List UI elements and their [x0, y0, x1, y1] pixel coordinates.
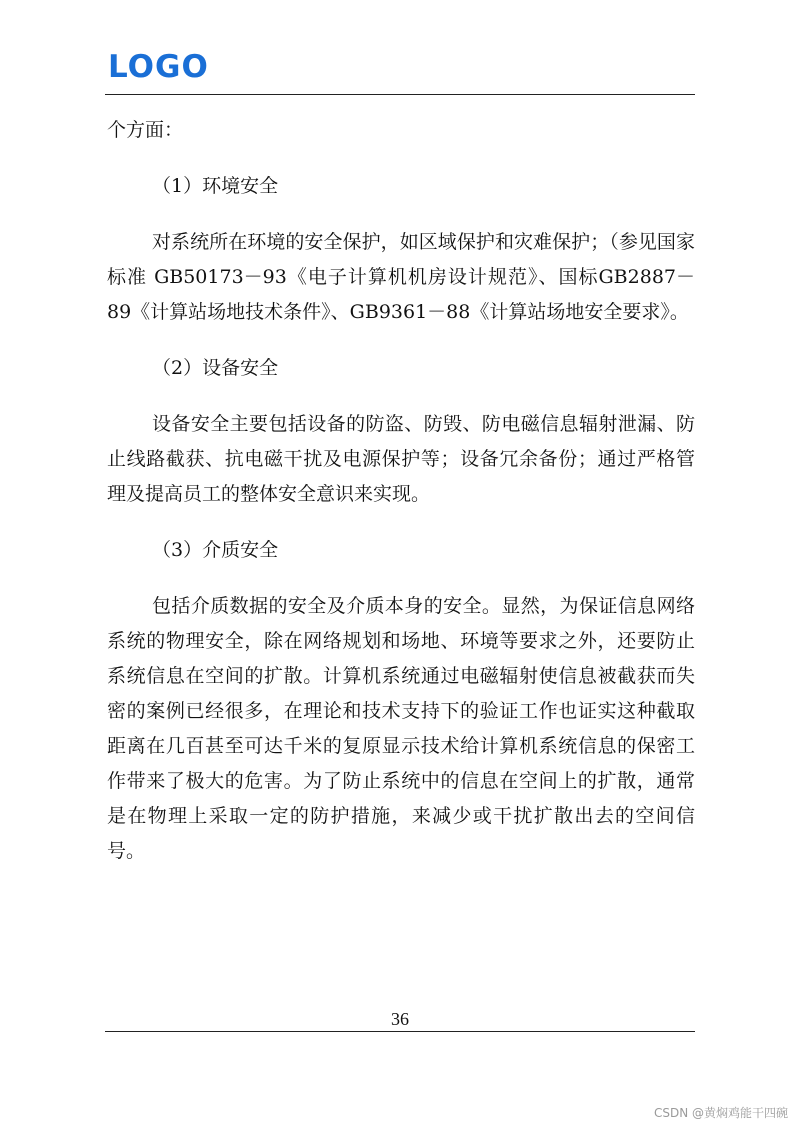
watermark: CSDN @黄焖鸡能干四碗	[653, 1106, 788, 1120]
section-heading-media: （3）介质安全	[152, 539, 279, 561]
page-number: 36	[391, 1009, 409, 1029]
section-heading-equipment: （2）设备安全	[152, 357, 279, 379]
document-body	[107, 113, 695, 890]
logo: LOGO	[108, 49, 209, 85]
section-paragraph-environment: 对系统所在环境的安全保护，如区域保护和灾难保护；（参见国家标准 GB50173－93《电子计算机机房设计规范》、国标GB2887－89《计算站场地技术条件》、GB9361－88《计算站场地安全要求》。	[107, 231, 695, 323]
lead-text: 个方面：	[107, 119, 184, 141]
section-paragraph-equipment: 设备安全主要包括设备的防盗、防毁、防电磁信息辐射泄漏、防止线路截获、抗电磁干扰及电源保护等；设备冗余备份；通过严格管理及提高员工的整体安全意识来实现。	[107, 413, 695, 505]
footer-divider	[105, 1031, 695, 1032]
section-heading-environment: （1）环境安全	[152, 175, 279, 197]
header-divider	[105, 94, 695, 95]
section-paragraph-media: 包括介质数据的安全及介质本身的安全。显然，为保证信息网络系统的物理安全，除在网络规划和场地、环境等要求之外，还要防止系统信息在空间的扩散。计算机系统通过电磁辐射使信息被截获而失密的案例已经很多，在理论和技术支持下的验证工作也证实这种截取距离在几百甚至可达千米的复原显示技术给计算机系统信息的保密工作带来了极大的危害。为了防止系统中的信息在空间上的扩散，通常是在物理上采取一定的防护措施，来减少或干扰扩散出去的空间信号。	[107, 595, 695, 862]
